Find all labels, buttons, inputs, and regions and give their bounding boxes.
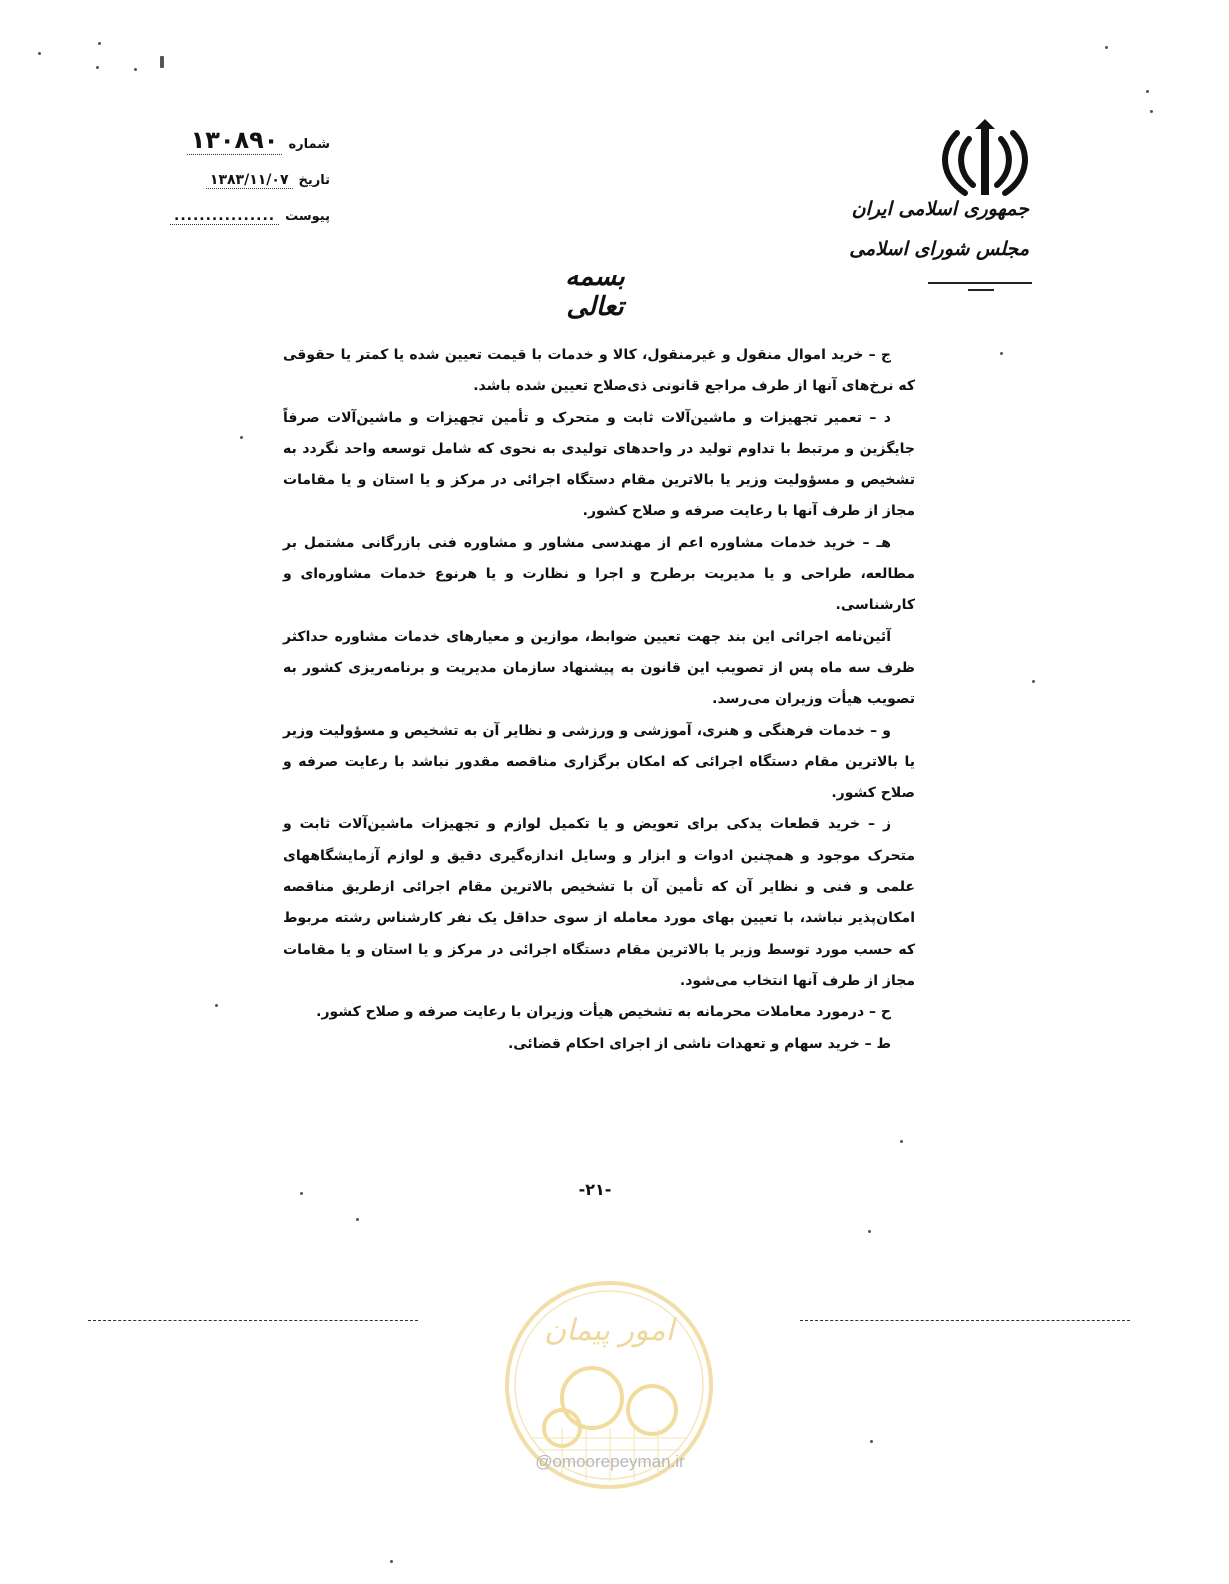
clause-j: ج – خرید اموال منقول و غیرمنقول، کالا و خدمات با قیمت تعیین شده یا کمتر یا حقوقی که نرخ‌های آنها از طرف مراجع قانونی ذی‌صلاح تعیین شده باشد. (283, 347, 915, 395)
org-name-line1: جمهوری اسلامی ایران (851, 198, 1029, 220)
scan-speck (160, 56, 164, 68)
letter-attachment-row (140, 208, 330, 225)
clause-he: هـ – خرید خدمات مشاوره اعم از مهندسی مشاور و مشاوره فنی بازرگانی مشتمل بر مطالعه، طراحی و یا مدیریت برطرح و اجرا و نظارت و یا هرنوع خدمات مشاوره‌ای و کارشناسی. (283, 534, 915, 614)
letter-attachment-value: ................ (170, 208, 279, 225)
scan-speck (134, 68, 137, 71)
scan-speck (215, 1004, 218, 1007)
footer-rule-right (800, 1320, 1130, 1321)
scan-speck (1146, 90, 1149, 93)
clause-he-regulation: آئین‌نامه اجرائی این بند جهت تعیین ضوابط، موازین و معیارهای خدمات مشاوره حداکثر ظرف سه ماه پس از تصویب این قانون به پیشنهاد سازمان مدیریت و برنامه‌ریزی کشور به تصویب هیأت وزیران می‌رسد. (283, 628, 915, 708)
letter-number-label: شماره (288, 137, 330, 152)
letter-date-row (140, 172, 330, 189)
org-name-line2: مجلس شورای اسلامی (849, 238, 1029, 260)
document-body (283, 340, 915, 1060)
iran-emblem-icon (935, 115, 1035, 205)
scan-speck (1000, 352, 1003, 355)
scan-speck (356, 1218, 359, 1221)
scan-speck (1150, 110, 1153, 113)
scan-speck (98, 42, 101, 45)
watermark-text: امور پیمان (544, 1313, 674, 1348)
page-number: -۲۱- (578, 1180, 612, 1199)
scan-speck (96, 66, 99, 69)
scan-speck (1032, 680, 1035, 683)
clause-h: ح – درمورد معاملات محرمانه به تشخیص هیأت وزیران با رعایت صرفه و صلاح کشور. (316, 1004, 891, 1021)
letterhead-divider (928, 282, 1032, 284)
scan-speck (240, 436, 243, 439)
scan-speck (900, 1140, 903, 1143)
document-heading: بسمه تعالی (565, 262, 625, 322)
scan-speck (870, 1440, 873, 1443)
scan-speck (1105, 46, 1108, 49)
scan-speck (38, 52, 41, 55)
clause-d: د – تعمیر تجهیزات و ماشین‌آلات ثابت و متحرک و تأمین تجهیزات و ماشین‌آلات صرفاً جایگزین و مرتبط با تداوم تولید در واحدهای تولیدی به نحوی که شامل توسعه واحد نگردد به تشخیص و مسؤولیت وزیر یا بالاترین مقام دستگاه اجرائی در مرکز و یا استان و یا مقامات مجاز از طرف آنها با رعایت صرفه و صلاح کشور. (283, 409, 915, 520)
scan-speck (868, 1230, 871, 1233)
letter-number-value: ۱۳۰۸۹۰ (187, 126, 283, 155)
letterhead-divider-short (968, 289, 994, 291)
clause-v: و – خدمات فرهنگی و هنری، آموزشی و ورزشی و نظایر آن به تشخیص و مسؤولیت وزیر یا بالاترین مقام دستگاه اجرائی که امکان برگزاری مناقصه مقدور نباشد با رعایت صرفه و صلاح کشور. (283, 722, 915, 802)
letter-attachment-label: پیوست (285, 209, 330, 224)
letter-date-label: تاریخ (298, 173, 330, 188)
footer-rule-left (88, 1320, 418, 1321)
watermark-url: @omoorepeyman.ir (535, 1452, 685, 1471)
letter-date-value: ۱۳۸۳/۱۱/۰۷ (206, 172, 293, 189)
clause-t: ط – خرید سهام و تعهدات ناشی از اجرای احکام قضائی. (507, 1035, 891, 1052)
scan-speck (390, 1560, 393, 1563)
letter-number-row (140, 126, 330, 155)
scan-speck (300, 1192, 303, 1195)
clause-z: ز – خرید قطعات یدکی برای تعویض و یا تکمیل لوازم و تجهیزات ماشین‌آلات ثابت و متحرک موجود و همچنین ادوات و ابزار و وسایل اندازه‌گیری دقیق و لوازم آزمایشگاههای علمی و فنی و نظایر آن که تأمین آن با تشخیص بالاترین مقام اجرائی ازطریق مناقصه امکان‌پذیر نباشد، با تعیین بهای مورد معامله از سوی حداقل یک نفر کارشناس رشته مربوط که حسب مورد توسط وزیر یا بالاترین مقام دستگاه اجرائی در مرکز و یا استان و یا مقامات مجاز از طرف آنها انتخاب می‌شود. (283, 816, 915, 989)
